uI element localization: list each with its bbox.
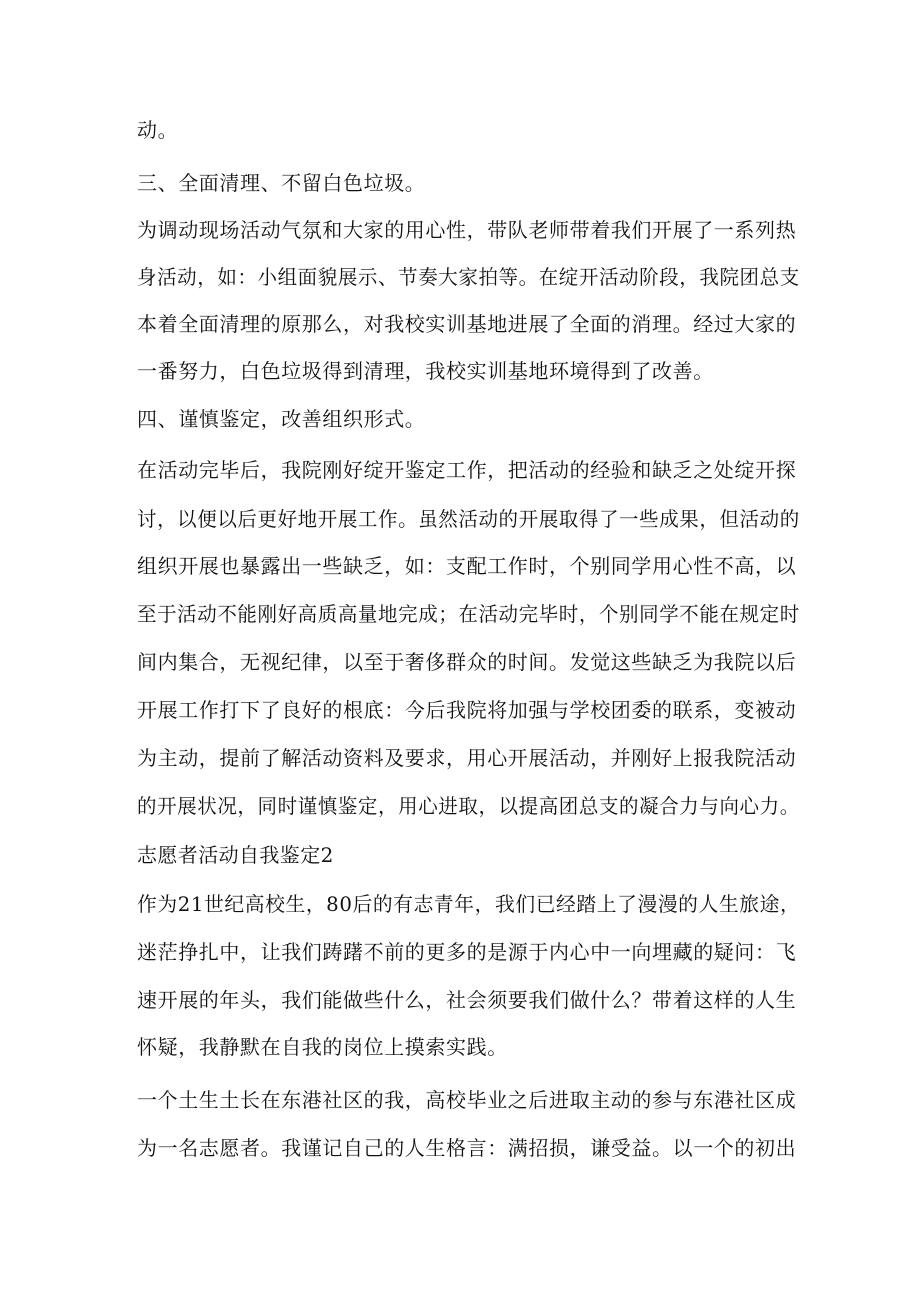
text-line: 组织开展也暴露出一些缺乏，如：支配工作时，个别同学用心性不高，以 <box>137 554 797 578</box>
text-line: 为主动，提前了解活动资料及要求，用心开展活动，并刚好上报我院活动 <box>137 746 797 770</box>
text-line: 动。 <box>137 118 179 142</box>
text-line: 间内集合，无视纪律，以至于奢侈群众的时间。发觉这些缺乏为我院以后 <box>137 650 797 674</box>
text-line: 怀疑，我静默在自我的岗位上摸索实践。 <box>137 1035 508 1059</box>
text-line: 速开展的年头，我们能做些什么，社会须要我们做什么？带着这样的人生 <box>137 988 797 1012</box>
text-line: 为调动现场活动气氛和大家的用心性，带队老师带着我们开展了一系列热 <box>137 218 797 242</box>
text-line: 在活动完毕后，我院刚好绽开鉴定工作，把活动的经验和缺乏之处绽开探 <box>137 458 797 482</box>
text-line: 至于活动不能刚好高质高量地完成；在活动完毕时，个别同学不能在规定时 <box>137 602 800 626</box>
text-line: 开展工作打下了良好的根底：今后我院将加强与学校团委的联系，变被动 <box>137 698 797 722</box>
text-line: 讨，以便以后更好地开展工作。虽然活动的开展取得了一些成果，但活动的 <box>137 507 800 531</box>
text-line: 为一名志愿者。我谨记自己的人生格言：满招损，谦受益。以一个的初出 <box>137 1136 797 1160</box>
text-line: 身活动，如：小组面貌展示、节奏大家拍等。在绽开活动阶段，我院团总支 <box>137 265 800 289</box>
text-line: 一个土生土长在东港社区的我，高校毕业之后进取主动的参与东港社区成 <box>137 1088 797 1112</box>
document-title: 志愿者活动自我鉴定2 <box>137 843 334 867</box>
text-line: 一番努力，白色垃圾得到清理，我校实训基地环境得到了改善。 <box>137 359 714 383</box>
section-heading: 四、谨慎鉴定，改善组织形式。 <box>137 407 426 431</box>
section-heading: 三、全面清理、不留白色垃圾。 <box>137 171 426 195</box>
text-line: 作为21世纪高校生，80后的有志青年，我们已经踏上了漫漫的人生旅途， <box>137 892 801 916</box>
text-line: 本着全面清理的原那么，对我校实训基地进展了全面的消理。经过大家的 <box>137 312 797 336</box>
text-line: 的开展状况，同时谨慎鉴定，用心进取，以提高团总支的凝合力与向心力。 <box>137 794 800 818</box>
text-line: 迷茫挣扎中，让我们踌躇不前的更多的是源于内心中一向埋藏的疑问：飞 <box>137 940 797 964</box>
